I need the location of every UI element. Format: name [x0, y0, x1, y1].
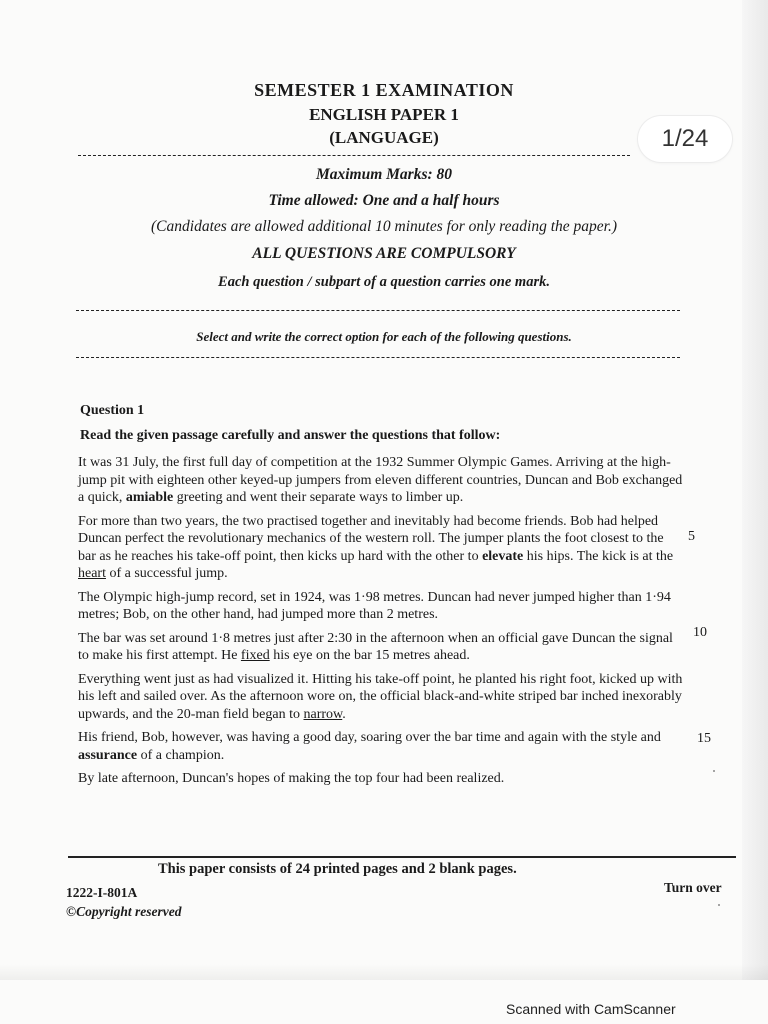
divider-mid-bottom [76, 357, 680, 358]
passage-text: It was 31 July, the first full day of competition at the 1932 Summer Olympic Games. Arriving at the high-jump pit with eighteen other keyed-up jumpers from eleven different countries, Duncan and Bob exchanged a quick, [78, 455, 683, 505]
compulsory-note: ALL QUESTIONS ARE COMPULSORY [252, 245, 516, 262]
marks-note: Each question / subpart of a question carries one mark. [218, 274, 550, 290]
passage-text: His friend, Bob, however, was having a good day, soaring over the bar time and again with the style and [78, 730, 661, 745]
divider-mid-top [76, 310, 680, 311]
underlined-word: narrow [303, 706, 343, 722]
passage-text: of a champion. [137, 747, 225, 763]
footer-rule [68, 856, 736, 858]
paper-code: 1222-I-801A [66, 885, 138, 900]
underlined-word: fixed [240, 648, 270, 663]
question-heading: Question 1 [80, 403, 145, 418]
question-instruction: Read the given passage carefully and answer the questions that follow: [80, 428, 501, 443]
passage-text: greeting and went their separate ways to limber up. [173, 490, 464, 505]
scan-speck [718, 904, 720, 906]
underlined-word: heart [78, 566, 106, 581]
emphasized-word: amiable [125, 490, 174, 505]
passage-text: his hips. The kick is at the [523, 548, 674, 564]
page-count-note: This paper consists of 24 printed pages and 2 blank pages. [158, 861, 517, 877]
line-number: 10 [693, 625, 707, 640]
passage-text: his eye on the bar 15 metres ahead. [269, 648, 470, 663]
line-number: 5 [688, 529, 695, 544]
scan-speck [713, 770, 715, 772]
page-counter: 1/24 [638, 116, 732, 162]
emphasized-word: assurance [78, 747, 138, 763]
scan-bottom-shadow [0, 964, 768, 980]
passage-paragraph [78, 454, 684, 507]
passage-paragraph [78, 630, 684, 665]
passage-paragraph [78, 513, 684, 583]
passage-paragraph [78, 589, 684, 624]
scanner-watermark: Scanned with CamScanner [506, 1001, 676, 1017]
passage-paragraph [78, 671, 684, 724]
passage-text: The Olympic high-jump record, set in 1924, was 1·98 metres. Duncan had never jumped higher than 1·94 metres; Bob, on the other hand, had jumped more than 2 metres. [78, 589, 671, 622]
max-marks: Maximum Marks: 80 [315, 166, 453, 183]
copyright-notice: ©Copyright reserved [66, 904, 182, 919]
divider-top [78, 155, 630, 156]
passage-text: Everything went just as had visualized it. Hitting his take-off point, he planted his right foot, kicked up with his left and sailed over. As the afternoon wore on, the official black-and-white striped bar inched inexorably upwards, and the 20-man field began to [78, 671, 683, 722]
passage-text: By late afternoon, Duncan's hopes of making the top four had been realized. [78, 771, 505, 786]
line-number: 15 [697, 731, 711, 746]
reading-time-note: (Candidates are allowed additional 10 minutes for only reading the paper.) [151, 218, 617, 235]
passage-text: . [342, 706, 346, 722]
turn-over-label: Turn over [664, 880, 722, 895]
paper-subject: (LANGUAGE) [329, 128, 439, 147]
passage-text: For more than two years, the two practised together and inevitably had become friends. Bob had helped Duncan perfect the revolutionary mechanics of the western roll. The jumper plants the foot closest to the bar as he reaches his take-off point, then kicks up hard with the other to [78, 513, 664, 564]
time-allowed: Time allowed: One and a half hours [268, 192, 500, 209]
exam-title: SEMESTER 1 EXAMINATION [254, 80, 514, 100]
passage-paragraph [78, 770, 684, 788]
passage-paragraph [78, 729, 684, 764]
passage [78, 454, 684, 794]
section-instruction: Select and write the correct option for each of the following questions. [196, 329, 572, 344]
emphasized-word: elevate [482, 548, 524, 564]
passage-text: The bar was set around 1·8 metres just after 2:30 in the afternoon when an official gave Duncan the signal to make his first attempt. He [78, 630, 673, 663]
passage-text: of a successful jump. [105, 566, 228, 581]
paper-title: ENGLISH PAPER 1 [309, 105, 459, 124]
